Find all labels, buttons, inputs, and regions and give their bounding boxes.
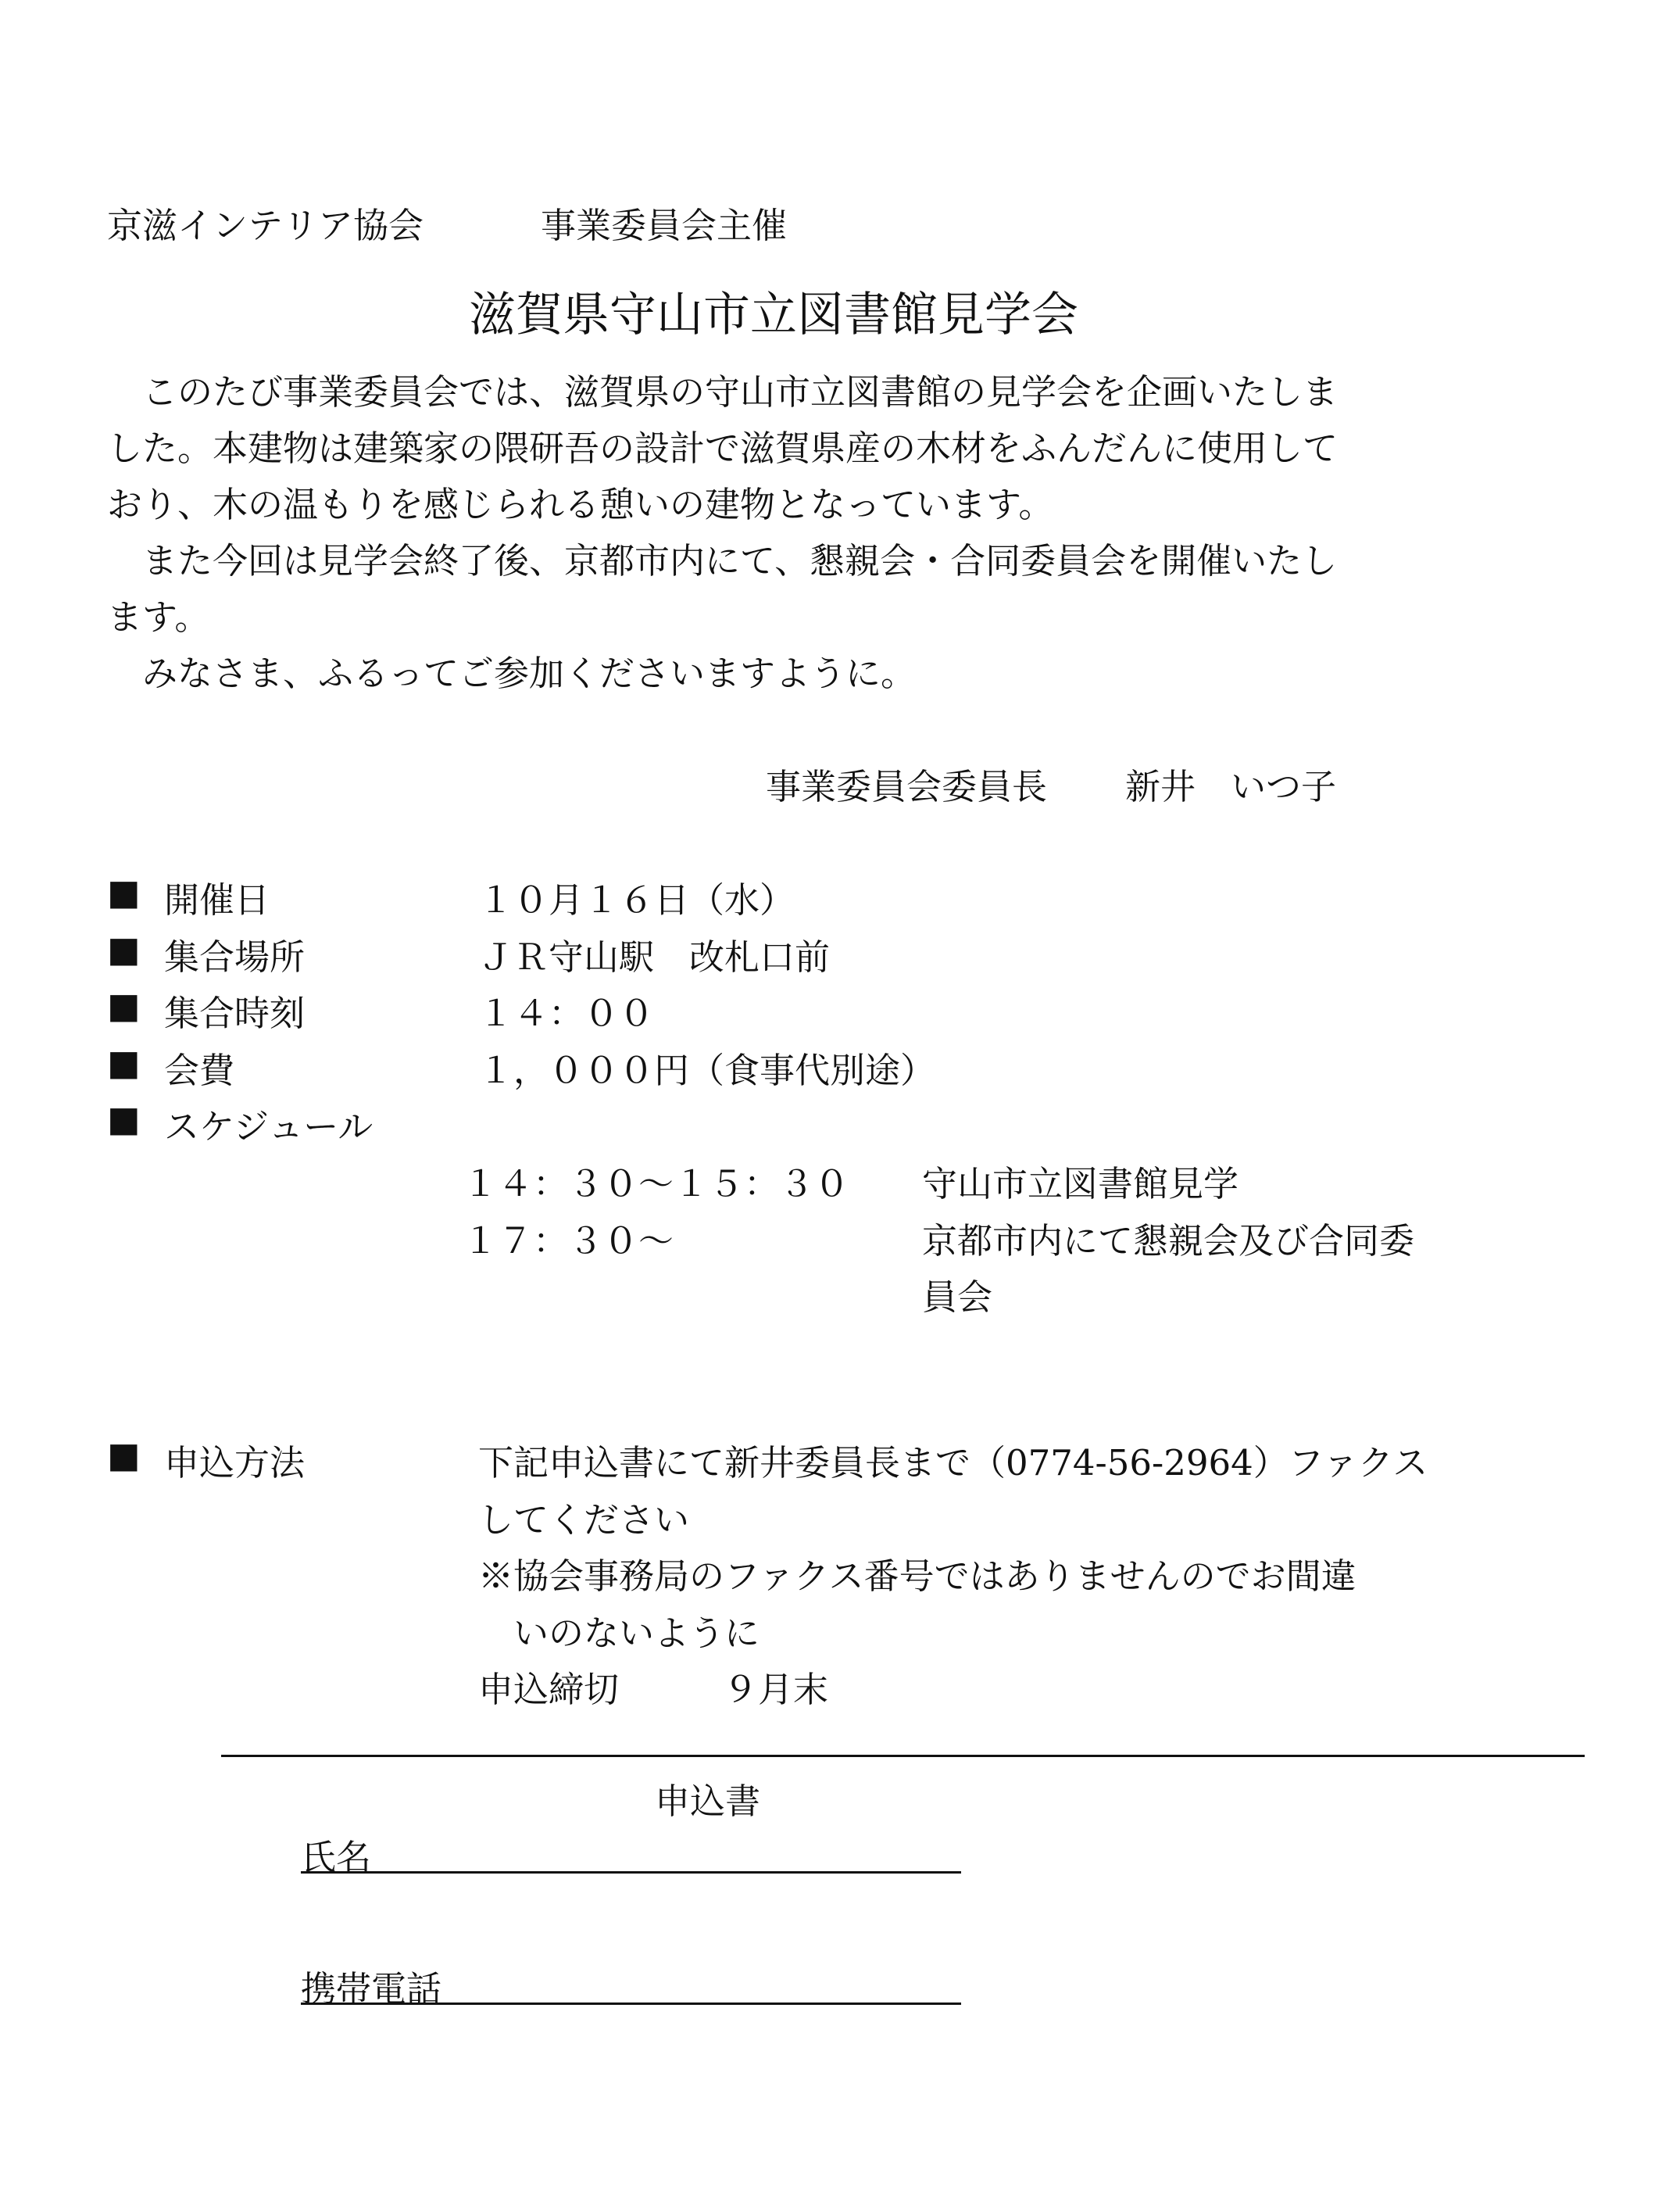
detail-label-fee: 会費 [164, 1050, 235, 1091]
schedule-event: 守山市立図書館見学 [922, 1163, 1239, 1204]
schedule-time: １４：３０～１５：３０ [463, 1163, 850, 1204]
bullet-marker: ■ [107, 985, 141, 1026]
section-divider [221, 1755, 1585, 1757]
deadline-value: ９月末 [723, 1669, 829, 1710]
name-field[interactable] [301, 1871, 961, 1874]
detail-label-time: 集合時刻 [164, 993, 306, 1034]
schedule-event: 京都市内にて懇親会及び合同委 [922, 1220, 1415, 1262]
intro-line: ます。 [107, 596, 210, 638]
bullet-marker: ■ [107, 872, 141, 913]
organizer-line [107, 197, 787, 248]
phone-label: 携帯電話 [301, 1968, 442, 2010]
application-line: してください [478, 1499, 690, 1541]
intro-line: また今回は見学会終了後、京都市内にて、懇親会・合同委員会を開催いたし [107, 540, 1338, 582]
schedule-event-continued: 員会 [922, 1276, 993, 1318]
bullet-marker: ■ [107, 1042, 141, 1083]
schedule-time: １７：３０～ [463, 1220, 674, 1262]
name-label: 氏名 [301, 1837, 372, 1878]
intro-line: このたび事業委員会では、滋賀県の守山市立図書館の見学会を企画いたしま [107, 371, 1339, 413]
organization-name: 京滋インテリア協会 [107, 205, 424, 246]
detail-label-place: 集合場所 [164, 936, 306, 978]
intro-line: おり、木の温もりを感じられる憩いの建物となっています。 [107, 484, 1054, 525]
detail-label-schedule: スケジュール [164, 1106, 374, 1147]
page-title: 滋賀県守山市立図書館見学会 [469, 288, 1078, 342]
form-title: 申込書 [655, 1781, 761, 1822]
deadline-label: 申込締切 [478, 1669, 620, 1710]
phone-field[interactable] [301, 2003, 961, 2005]
bullet-marker: ■ [107, 1434, 141, 1476]
detail-value-fee: １，０００円（食事代別途） [478, 1050, 936, 1091]
detail-value-time: １４：００ [478, 993, 655, 1034]
application-note: いのないように [478, 1612, 760, 1654]
detail-label-date: 開催日 [164, 879, 270, 921]
detail-value-date: １０月１６日（水） [478, 879, 795, 921]
signature [766, 758, 1336, 809]
bullet-marker: ■ [107, 929, 141, 970]
sponsor-text: 事業委員会主催 [541, 205, 788, 246]
signature-role: 事業委員会委員長 [766, 766, 1048, 807]
intro-line: した。本建物は建築家の隈研吾の設計で滋賀県産の木材をふんだんに使用して [107, 428, 1339, 469]
bullet-marker: ■ [107, 1098, 141, 1140]
signature-name: 新井 いつ子 [1125, 766, 1337, 807]
application-line: 下記申込書にて新井委員長まで（0774-56-2964）ファクス [478, 1442, 1428, 1484]
application-label: 申込方法 [164, 1442, 306, 1484]
application-note: ※協会事務局のファクス番号ではありませんのでお間違 [478, 1555, 1357, 1597]
detail-value-place: ＪＲ守山駅 改札口前 [478, 936, 831, 978]
intro-line: みなさま、ふるってご参加くださいますように。 [107, 653, 917, 694]
